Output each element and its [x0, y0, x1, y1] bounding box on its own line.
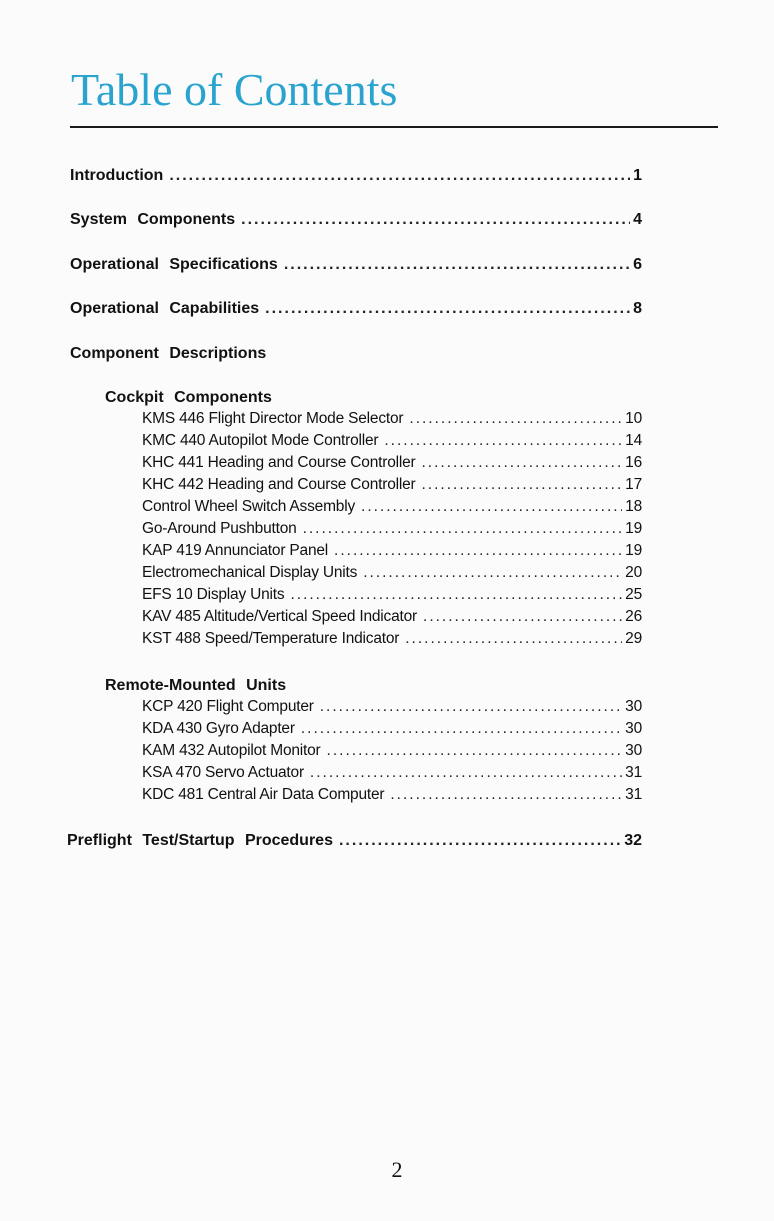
toc-heading-component-descriptions: Component Descriptions [70, 345, 267, 362]
toc-item-label: KDA 430 Gyro Adapter [142, 720, 295, 737]
toc-entry-operational-specifications[interactable] [70, 256, 642, 274]
toc-entry-introduction[interactable] [70, 167, 642, 185]
dot-leader [310, 764, 622, 782]
toc-item-label: KAM 432 Autopilot Monitor [142, 742, 321, 759]
toc-item-page: 31 [625, 786, 642, 803]
toc-item[interactable] [142, 454, 642, 472]
toc-item[interactable] [142, 564, 642, 582]
toc-entry-page: 32 [624, 832, 642, 849]
dot-leader [405, 630, 622, 648]
toc-entry-label: Preflight Test/Startup Procedures [67, 832, 333, 849]
toc-item[interactable] [142, 542, 642, 560]
toc-item-label: KSA 470 Servo Actuator [142, 764, 304, 781]
toc-item-page: 19 [625, 542, 642, 559]
toc-entry-label: Introduction [70, 167, 164, 184]
toc-item[interactable] [142, 608, 642, 626]
toc-item[interactable] [142, 764, 642, 782]
toc-entry-page: 1 [633, 167, 642, 184]
dot-leader [284, 256, 630, 274]
toc-item-page: 18 [625, 498, 642, 515]
toc-item[interactable] [142, 720, 642, 738]
toc-item-label: KMC 440 Autopilot Mode Controller [142, 432, 379, 449]
toc-item[interactable] [142, 432, 642, 450]
toc-item[interactable] [142, 476, 642, 494]
dot-leader [361, 498, 622, 516]
title-divider [70, 126, 718, 128]
dot-leader [290, 586, 622, 604]
toc-item-page: 26 [625, 608, 642, 625]
dot-leader [409, 410, 622, 428]
toc-entry-page: 4 [633, 211, 642, 228]
page-title: Table of Contents [71, 64, 398, 115]
toc-subheading-cockpit-components: Cockpit Components [105, 389, 272, 406]
toc-item-page: 16 [625, 454, 642, 471]
toc-item-page: 14 [625, 432, 642, 449]
toc-entry-page: 8 [633, 300, 642, 317]
dot-leader [301, 720, 622, 738]
toc-item[interactable] [142, 698, 642, 716]
toc-entry-label: Operational Specifications [70, 256, 278, 273]
toc-entry-label: System Components [70, 211, 236, 228]
dot-leader [241, 211, 630, 229]
toc-item-page: 10 [625, 410, 642, 427]
dot-leader [320, 698, 622, 716]
toc-item-label: Electromechanical Display Units [142, 564, 358, 581]
toc-entry-system-components[interactable] [70, 211, 642, 229]
dot-leader [390, 786, 622, 804]
dot-leader [265, 300, 630, 318]
toc-item-label: Go-Around Pushbutton [142, 520, 297, 537]
toc-item-page: 31 [625, 764, 642, 781]
dot-leader [334, 542, 622, 560]
toc-item-page: 17 [625, 476, 642, 493]
toc-item[interactable] [142, 786, 642, 804]
toc-item-label: KAP 419 Annunciator Panel [142, 542, 329, 559]
toc-item-page: 30 [625, 720, 642, 737]
toc-item-label: KST 488 Speed/Temperature Indicator [142, 630, 400, 647]
dot-leader [327, 742, 623, 760]
toc-item[interactable] [142, 742, 642, 760]
toc-item[interactable] [142, 498, 642, 516]
toc-item-label: Control Wheel Switch Assembly [142, 498, 356, 515]
toc-item-label: EFS 10 Display Units [142, 586, 285, 603]
dot-leader [421, 476, 622, 494]
toc-entry-preflight-test-startup-procedures[interactable] [67, 832, 642, 850]
toc-item-label: KAV 485 Altitude/Vertical Speed Indicator [142, 608, 418, 625]
toc-item[interactable] [142, 520, 642, 538]
toc-item[interactable] [142, 410, 642, 428]
dot-leader [384, 432, 622, 450]
toc-entry-operational-capabilities[interactable] [70, 300, 642, 318]
toc-item-label: KCP 420 Flight Computer [142, 698, 314, 715]
toc-item-label: KHC 441 Heading and Course Controller [142, 454, 416, 471]
toc-item-page: 19 [625, 520, 642, 537]
page-number: 2 [391, 1157, 403, 1182]
dot-leader [423, 608, 622, 626]
toc-item-label: KHC 442 Heading and Course Controller [142, 476, 416, 493]
toc-entry-page: 6 [633, 256, 642, 273]
toc-entry-label: Operational Capabilities [70, 300, 260, 317]
toc-item[interactable] [142, 586, 642, 604]
toc-item-label: KDC 481 Central Air Data Computer [142, 786, 385, 803]
toc-subheading-remote-mounted-units: Remote-Mounted Units [105, 677, 287, 694]
toc-item-page: 25 [625, 586, 642, 603]
toc-item-page: 30 [625, 742, 642, 759]
toc-item[interactable] [142, 630, 642, 648]
toc-item-page: 29 [625, 630, 642, 647]
toc-item-page: 20 [625, 564, 642, 581]
dot-leader [169, 167, 630, 185]
dot-leader [303, 520, 623, 538]
dot-leader [363, 564, 622, 582]
toc-item-page: 30 [625, 698, 642, 715]
toc-item-label: KMS 446 Flight Director Mode Selector [142, 410, 404, 427]
dot-leader [339, 832, 621, 850]
dot-leader [421, 454, 622, 472]
